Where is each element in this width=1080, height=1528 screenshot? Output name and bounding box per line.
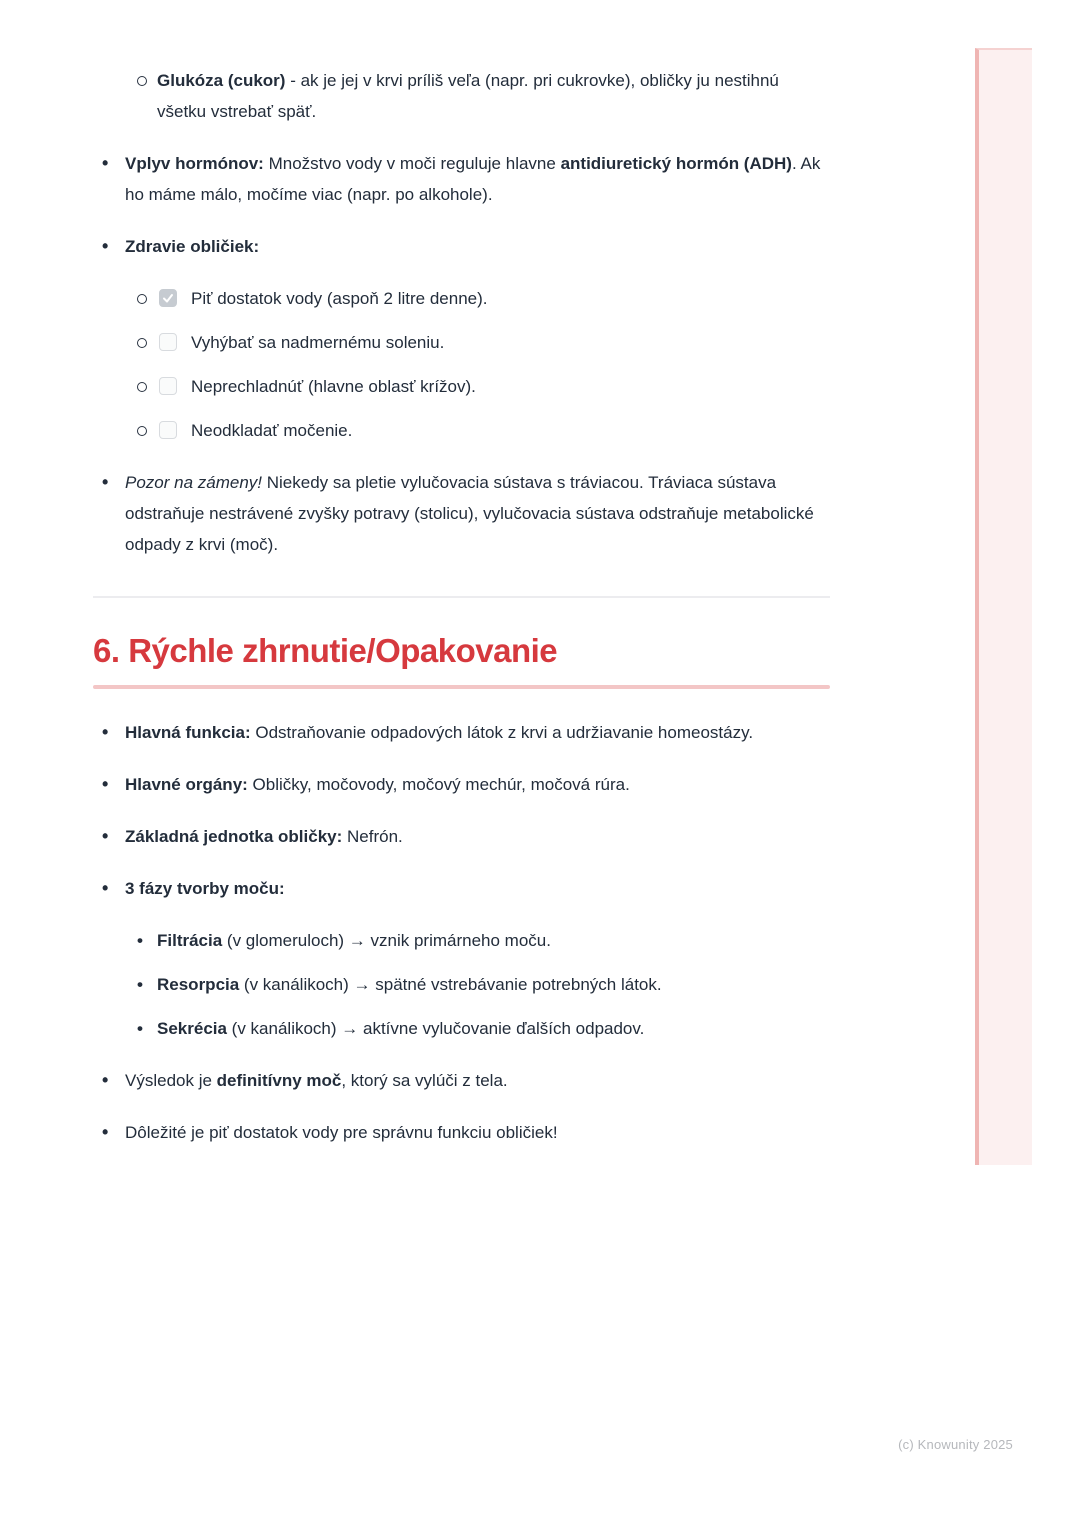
section-divider — [93, 596, 830, 598]
checklist-label: Neodkladať močenie. — [191, 421, 353, 440]
list-item-dolezite — [93, 1117, 830, 1148]
list-item-pozor — [93, 467, 830, 560]
funkcia-term: Hlavná funkcia: — [125, 723, 251, 742]
list-item-text — [125, 1065, 830, 1096]
list-item-text — [125, 821, 830, 852]
page-accent-bar — [975, 48, 1032, 1165]
organy-term: Hlavné orgány: — [125, 775, 248, 794]
sekrecia-term: Sekrécia — [157, 1019, 227, 1038]
circle-bullet-icon — [137, 65, 157, 86]
circle-bullet-icon — [137, 415, 157, 436]
list-item-text — [157, 925, 830, 956]
list-item-text — [157, 969, 830, 1000]
list-item-sekrecia — [93, 1013, 830, 1044]
checklist-item — [93, 415, 830, 446]
resorpcia-term: Resorpcia — [157, 975, 240, 994]
resorpcia-body: (v kanálikoch) → spätné vstrebávanie potrebných látok. — [239, 975, 662, 994]
hormony-term-2: antidiuretický hormón (ADH) — [560, 154, 792, 173]
footer-copyright: (c) Knowunity 2025 — [898, 1437, 1013, 1452]
hormony-body-2: . Ak ho máme málo, močíme viac (napr. po alkohole). — [125, 154, 821, 204]
bullet-icon — [93, 821, 125, 852]
pozor-emphasis: Pozor na zámeny! — [125, 473, 263, 492]
circle-bullet-icon — [137, 327, 157, 348]
list-item-hormony — [93, 148, 830, 210]
bullet-icon — [137, 1013, 157, 1044]
list-item-resorpcia — [93, 969, 830, 1000]
list-item-text — [157, 65, 830, 127]
checkbox[interactable] — [159, 421, 177, 439]
bullet-icon — [137, 969, 157, 1000]
fazy-term: 3 fázy tvorby moču: — [125, 879, 285, 898]
list-item-text — [125, 873, 830, 904]
vysledok-body-1: Výsledok je — [125, 1071, 217, 1090]
page-content — [93, 52, 830, 1169]
checklist-label: Vyhýbať sa nadmernému soleniu. — [191, 333, 445, 352]
checklist-label: Piť dostatok vody (aspoň 2 litre denne). — [191, 289, 488, 308]
list-item-fazy — [93, 873, 830, 904]
zdravie-term: Zdravie obličiek: — [125, 237, 260, 256]
bullet-icon — [93, 717, 125, 748]
glukoza-body: - ak je jej v krvi príliš veľa (napr. pri cukrovke), obličky ju nestihnú všetku vstrebať späť. — [157, 71, 779, 121]
list-item-zdravie — [93, 231, 830, 262]
bullet-icon — [93, 769, 125, 800]
circle-bullet-icon — [137, 371, 157, 392]
list-item-glukoza — [93, 65, 830, 127]
filtracia-body: (v glomeruloch) → vznik primárneho moču. — [222, 931, 551, 950]
organy-body: Obličky, močovody, močový mechúr, močová rúra. — [247, 775, 630, 794]
bullet-icon — [93, 1065, 125, 1096]
heading-underline — [93, 685, 830, 689]
check-icon — [162, 292, 174, 304]
list-item-jednotka — [93, 821, 830, 852]
checklist-item — [93, 283, 830, 314]
section-heading: 6. Rýchle zhrnutie/Opakovanie — [93, 632, 558, 669]
list-item-organy — [93, 769, 830, 800]
list-item-text — [125, 231, 830, 262]
funkcia-body: Odstraňovanie odpadových látok z krvi a udržiavanie homeostázy. — [250, 723, 754, 742]
hormony-term: Vplyv hormónov: — [125, 154, 264, 173]
bullet-icon — [93, 148, 125, 179]
bullet-icon — [93, 231, 125, 262]
bullet-icon — [137, 925, 157, 956]
vysledok-body-2: , ktorý sa vylúči z tela. — [341, 1071, 508, 1090]
list-item-text — [125, 717, 830, 748]
checkbox[interactable] — [159, 377, 177, 395]
glukoza-term: Glukóza (cukor) — [157, 71, 286, 90]
checkbox[interactable] — [159, 333, 177, 351]
sekrecia-body: (v kanálikoch) → aktívne vylučovanie ďalších odpadov. — [226, 1019, 645, 1038]
checklist-item — [93, 371, 830, 402]
list-item-filtracia — [93, 925, 830, 956]
hormony-body-1: Množstvo vody v moči reguluje hlavne — [263, 154, 561, 173]
vysledok-term: definitívny moč — [216, 1071, 342, 1090]
list-item-text — [125, 148, 830, 210]
bullet-icon — [93, 1117, 125, 1148]
list-item-text — [157, 1013, 830, 1044]
pozor-body: Niekedy sa pletie vylučovacia sústava s tráviacou. Tráviaca sústava odstraňuje nestrávené zvyšky potravy (stolicu), vylučovacia sústava odstraňuje metabolické odpady z krvi (moč). — [125, 473, 814, 554]
checklist-label: Neprechladnúť (hlavne oblasť krížov). — [191, 377, 476, 396]
bullet-icon — [93, 467, 125, 498]
list-item-funkcia — [93, 717, 830, 748]
list-item-text — [125, 467, 830, 560]
list-item-text: Dôležité je piť dostatok vody pre správnu funkciu obličiek! — [125, 1123, 558, 1142]
filtracia-term: Filtrácia — [157, 931, 223, 950]
list-item-vysledok — [93, 1065, 830, 1096]
jednotka-body: Nefrón. — [342, 827, 403, 846]
bullet-icon — [93, 873, 125, 904]
checklist-item — [93, 327, 830, 358]
circle-bullet-icon — [137, 283, 157, 304]
list-item-text — [125, 769, 830, 800]
jednotka-term: Základná jednotka obličky: — [125, 827, 343, 846]
checkbox[interactable] — [159, 289, 177, 307]
